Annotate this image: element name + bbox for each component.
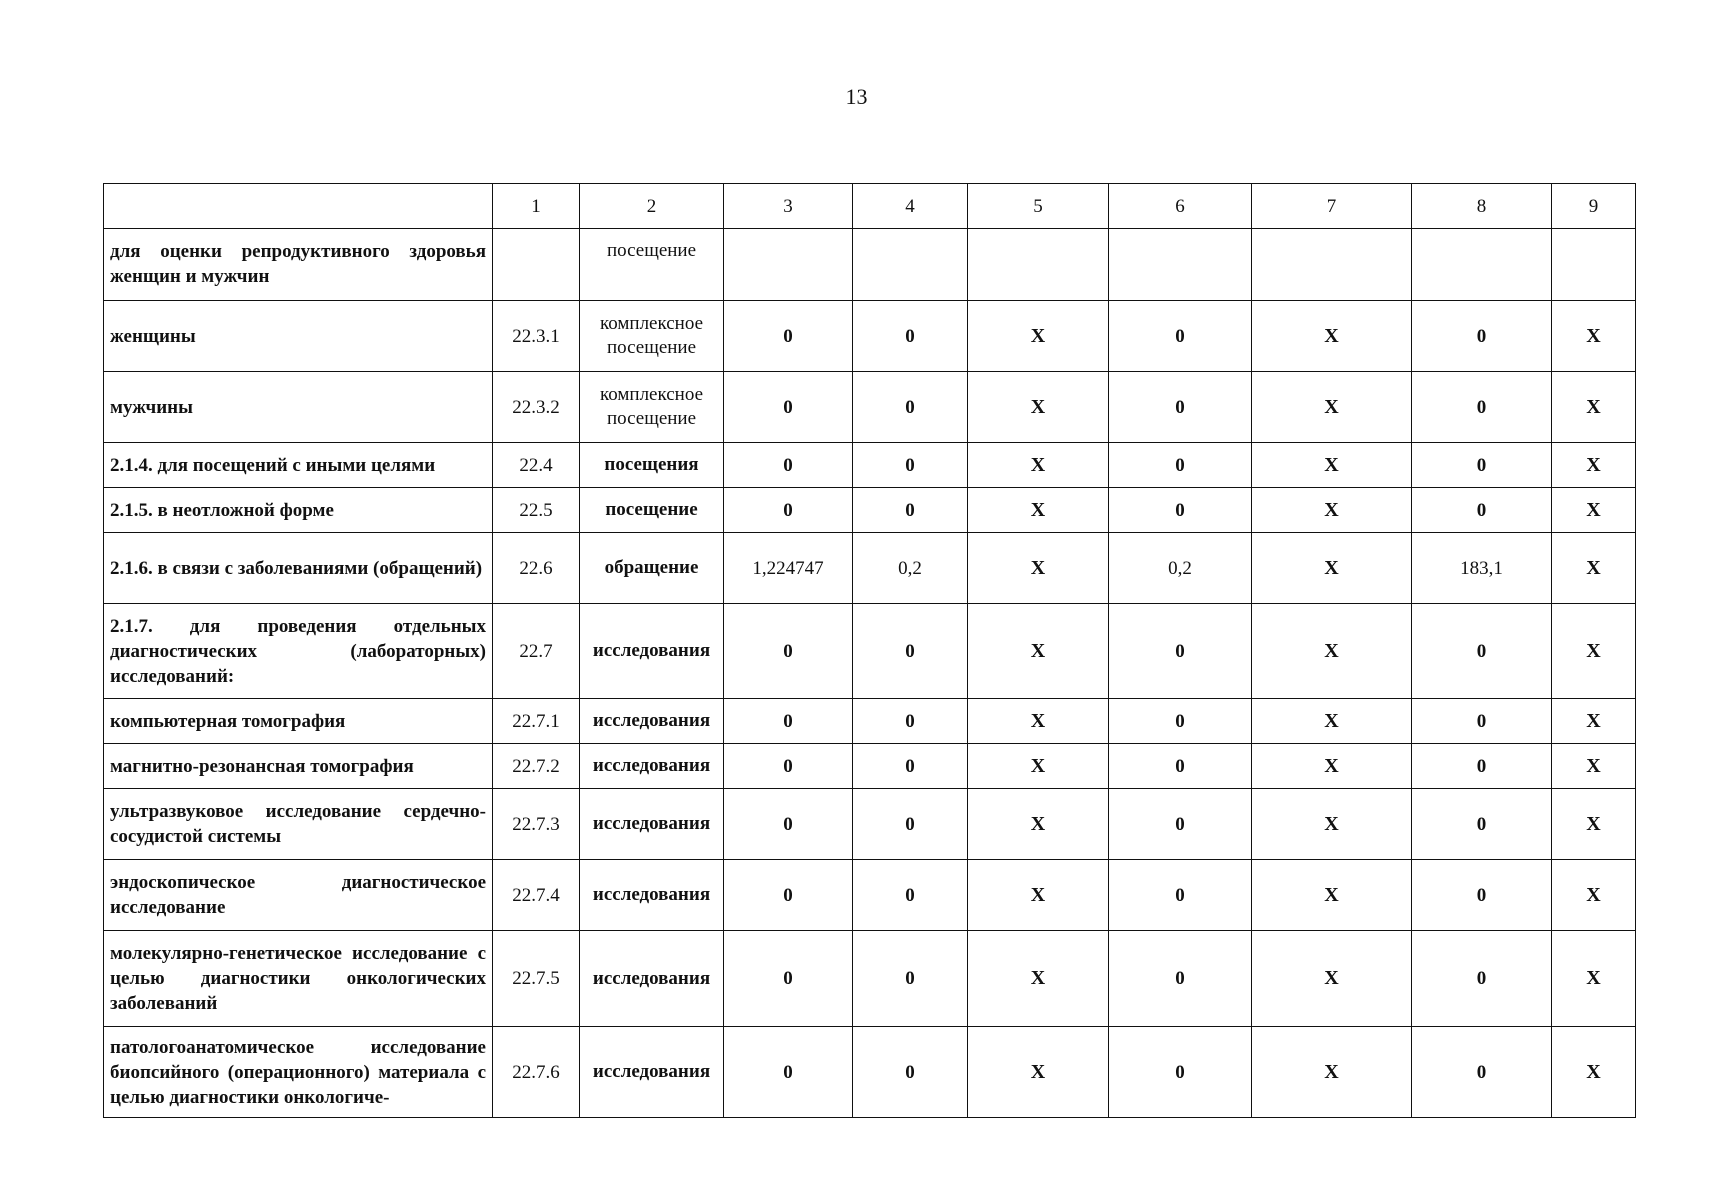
cell-col5 bbox=[968, 229, 1109, 301]
cell-col4: 0 bbox=[853, 301, 968, 372]
cell-col6: 0 bbox=[1109, 372, 1252, 443]
cell-col5: X bbox=[968, 860, 1109, 931]
cell-col3: 0 bbox=[724, 860, 853, 931]
row-description: женщины bbox=[104, 301, 493, 372]
header-cell-3: 3 bbox=[724, 184, 853, 229]
row-description: мужчины bbox=[104, 372, 493, 443]
header-cell-5: 5 bbox=[968, 184, 1109, 229]
cell-col6: 0 bbox=[1109, 604, 1252, 699]
data-table bbox=[103, 183, 1636, 1118]
cell-col3: 0 bbox=[724, 931, 853, 1027]
row-number bbox=[493, 229, 580, 301]
table-row bbox=[104, 443, 1636, 488]
row-unit: исследования bbox=[580, 860, 724, 931]
row-number: 22.6 bbox=[493, 533, 580, 604]
cell-col9: X bbox=[1552, 789, 1636, 860]
row-number: 22.5 bbox=[493, 488, 580, 533]
cell-col9: X bbox=[1552, 301, 1636, 372]
cell-col9: X bbox=[1552, 604, 1636, 699]
cell-col5: X bbox=[968, 443, 1109, 488]
table-row bbox=[104, 488, 1636, 533]
header-cell-4: 4 bbox=[853, 184, 968, 229]
cell-col8 bbox=[1412, 229, 1552, 301]
cell-col9: X bbox=[1552, 744, 1636, 789]
cell-col7: X bbox=[1252, 372, 1412, 443]
table-row bbox=[104, 372, 1636, 443]
row-number: 22.7.2 bbox=[493, 744, 580, 789]
cell-col6: 0,2 bbox=[1109, 533, 1252, 604]
table-row bbox=[104, 301, 1636, 372]
cell-col3: 0 bbox=[724, 301, 853, 372]
cell-col7: X bbox=[1252, 533, 1412, 604]
cell-col7 bbox=[1252, 229, 1412, 301]
cell-col7: X bbox=[1252, 1027, 1412, 1118]
cell-col8: 183,1 bbox=[1412, 533, 1552, 604]
cell-col4 bbox=[853, 229, 968, 301]
header-cell-8: 8 bbox=[1412, 184, 1552, 229]
cell-col9: X bbox=[1552, 372, 1636, 443]
cell-col8: 0 bbox=[1412, 604, 1552, 699]
header-cell-6: 6 bbox=[1109, 184, 1252, 229]
cell-col4: 0 bbox=[853, 931, 968, 1027]
cell-col5: X bbox=[968, 789, 1109, 860]
header-cell-2: 2 bbox=[580, 184, 724, 229]
cell-col5: X bbox=[968, 533, 1109, 604]
cell-col6: 0 bbox=[1109, 1027, 1252, 1118]
cell-col4: 0 bbox=[853, 789, 968, 860]
row-number: 22.7.6 bbox=[493, 1027, 580, 1118]
cell-col5: X bbox=[968, 931, 1109, 1027]
row-unit: исследования bbox=[580, 699, 724, 744]
row-unit: обращение bbox=[580, 533, 724, 604]
row-unit: исследования bbox=[580, 789, 724, 860]
cell-col6: 0 bbox=[1109, 443, 1252, 488]
row-unit: исследования bbox=[580, 1027, 724, 1118]
row-unit: исследования bbox=[580, 744, 724, 789]
cell-col7: X bbox=[1252, 860, 1412, 931]
cell-col5: X bbox=[968, 744, 1109, 789]
cell-col3: 0 bbox=[724, 488, 853, 533]
table-row bbox=[104, 699, 1636, 744]
row-description: молекулярно-генетическое исследование с целью диагностики онкологических заболеваний bbox=[104, 931, 493, 1027]
cell-col8: 0 bbox=[1412, 789, 1552, 860]
cell-col4: 0 bbox=[853, 604, 968, 699]
cell-col4: 0 bbox=[853, 443, 968, 488]
header-cell-0 bbox=[104, 184, 493, 229]
cell-col8: 0 bbox=[1412, 699, 1552, 744]
cell-col6: 0 bbox=[1109, 301, 1252, 372]
row-description: 2.1.6. в связи с заболеваниями (обращений) bbox=[104, 533, 493, 604]
header-cell-9: 9 bbox=[1552, 184, 1636, 229]
table-row bbox=[104, 533, 1636, 604]
cell-col3: 0 bbox=[724, 744, 853, 789]
table-row bbox=[104, 744, 1636, 789]
cell-col5: X bbox=[968, 488, 1109, 533]
cell-col7: X bbox=[1252, 789, 1412, 860]
cell-col8: 0 bbox=[1412, 744, 1552, 789]
cell-col7: X bbox=[1252, 931, 1412, 1027]
cell-col8: 0 bbox=[1412, 301, 1552, 372]
cell-col6: 0 bbox=[1109, 488, 1252, 533]
cell-col9: X bbox=[1552, 1027, 1636, 1118]
cell-col3: 0 bbox=[724, 699, 853, 744]
cell-col5: X bbox=[968, 1027, 1109, 1118]
cell-col9: X bbox=[1552, 533, 1636, 604]
cell-col7: X bbox=[1252, 301, 1412, 372]
row-description: 2.1.4. для посещений с иными целями bbox=[104, 443, 493, 488]
row-unit: посещение bbox=[580, 488, 724, 533]
cell-col4: 0 bbox=[853, 744, 968, 789]
cell-col3: 1,224747 bbox=[724, 533, 853, 604]
cell-col8: 0 bbox=[1412, 860, 1552, 931]
row-description: 2.1.5. в неотложной форме bbox=[104, 488, 493, 533]
cell-col8: 0 bbox=[1412, 1027, 1552, 1118]
cell-col6: 0 bbox=[1109, 744, 1252, 789]
cell-col6: 0 bbox=[1109, 699, 1252, 744]
cell-col9: X bbox=[1552, 443, 1636, 488]
row-description: компьютерная томография bbox=[104, 699, 493, 744]
cell-col5: X bbox=[968, 699, 1109, 744]
cell-col4: 0,2 bbox=[853, 533, 968, 604]
row-unit: комплексное посещение bbox=[580, 301, 724, 372]
row-number: 22.3.2 bbox=[493, 372, 580, 443]
row-unit: комплексное посещение bbox=[580, 372, 724, 443]
cell-col5: X bbox=[968, 301, 1109, 372]
cell-col7: X bbox=[1252, 744, 1412, 789]
cell-col7: X bbox=[1252, 604, 1412, 699]
row-unit: исследования bbox=[580, 604, 724, 699]
row-description: ультразвуковое исследование сердечно-сосудистой системы bbox=[104, 789, 493, 860]
cell-col9: X bbox=[1552, 860, 1636, 931]
header-cell-7: 7 bbox=[1252, 184, 1412, 229]
row-unit: посещение bbox=[580, 229, 724, 301]
row-description: для оценки репродуктивного здоровья женщин и мужчин bbox=[104, 229, 493, 301]
cell-col7: X bbox=[1252, 443, 1412, 488]
row-number: 22.4 bbox=[493, 443, 580, 488]
cell-col7: X bbox=[1252, 699, 1412, 744]
cell-col4: 0 bbox=[853, 488, 968, 533]
table-row bbox=[104, 931, 1636, 1027]
table-row bbox=[104, 229, 1636, 301]
table-row bbox=[104, 1027, 1636, 1118]
cell-col3 bbox=[724, 229, 853, 301]
cell-col4: 0 bbox=[853, 699, 968, 744]
cell-col5: X bbox=[968, 372, 1109, 443]
cell-col6 bbox=[1109, 229, 1252, 301]
row-unit: исследования bbox=[580, 931, 724, 1027]
cell-col9: X bbox=[1552, 931, 1636, 1027]
page-number: 13 bbox=[845, 84, 868, 109]
row-unit: посещения bbox=[580, 443, 724, 488]
header-cell-1: 1 bbox=[493, 184, 580, 229]
cell-col3: 0 bbox=[724, 789, 853, 860]
row-number: 22.3.1 bbox=[493, 301, 580, 372]
cell-col4: 0 bbox=[853, 372, 968, 443]
row-description: патологоанатомическое исследование биопсийного (операционного) материала с целью диагностики онкологиче- bbox=[104, 1027, 493, 1118]
cell-col6: 0 bbox=[1109, 931, 1252, 1027]
row-number: 22.7 bbox=[493, 604, 580, 699]
row-number: 22.7.4 bbox=[493, 860, 580, 931]
table-row bbox=[104, 604, 1636, 699]
cell-col5: X bbox=[968, 604, 1109, 699]
cell-col6: 0 bbox=[1109, 860, 1252, 931]
cell-col9 bbox=[1552, 229, 1636, 301]
cell-col3: 0 bbox=[724, 443, 853, 488]
cell-col8: 0 bbox=[1412, 443, 1552, 488]
row-number: 22.7.1 bbox=[493, 699, 580, 744]
cell-col4: 0 bbox=[853, 1027, 968, 1118]
header-row bbox=[104, 184, 1636, 229]
row-number: 22.7.5 bbox=[493, 931, 580, 1027]
cell-col8: 0 bbox=[1412, 488, 1552, 533]
cell-col6: 0 bbox=[1109, 789, 1252, 860]
cell-col9: X bbox=[1552, 488, 1636, 533]
row-description: эндоскопическое диагностическое исследование bbox=[104, 860, 493, 931]
cell-col3: 0 bbox=[724, 604, 853, 699]
cell-col9: X bbox=[1552, 699, 1636, 744]
cell-col4: 0 bbox=[853, 860, 968, 931]
cell-col7: X bbox=[1252, 488, 1412, 533]
cell-col3: 0 bbox=[724, 372, 853, 443]
cell-col3: 0 bbox=[724, 1027, 853, 1118]
cell-col8: 0 bbox=[1412, 931, 1552, 1027]
cell-col8: 0 bbox=[1412, 372, 1552, 443]
table-row bbox=[104, 789, 1636, 860]
row-description: магнитно-резонансная томография bbox=[104, 744, 493, 789]
row-description: 2.1.7. для проведения отдельных диагностических (лабораторных) исследований: bbox=[104, 604, 493, 699]
table-row bbox=[104, 860, 1636, 931]
row-number: 22.7.3 bbox=[493, 789, 580, 860]
